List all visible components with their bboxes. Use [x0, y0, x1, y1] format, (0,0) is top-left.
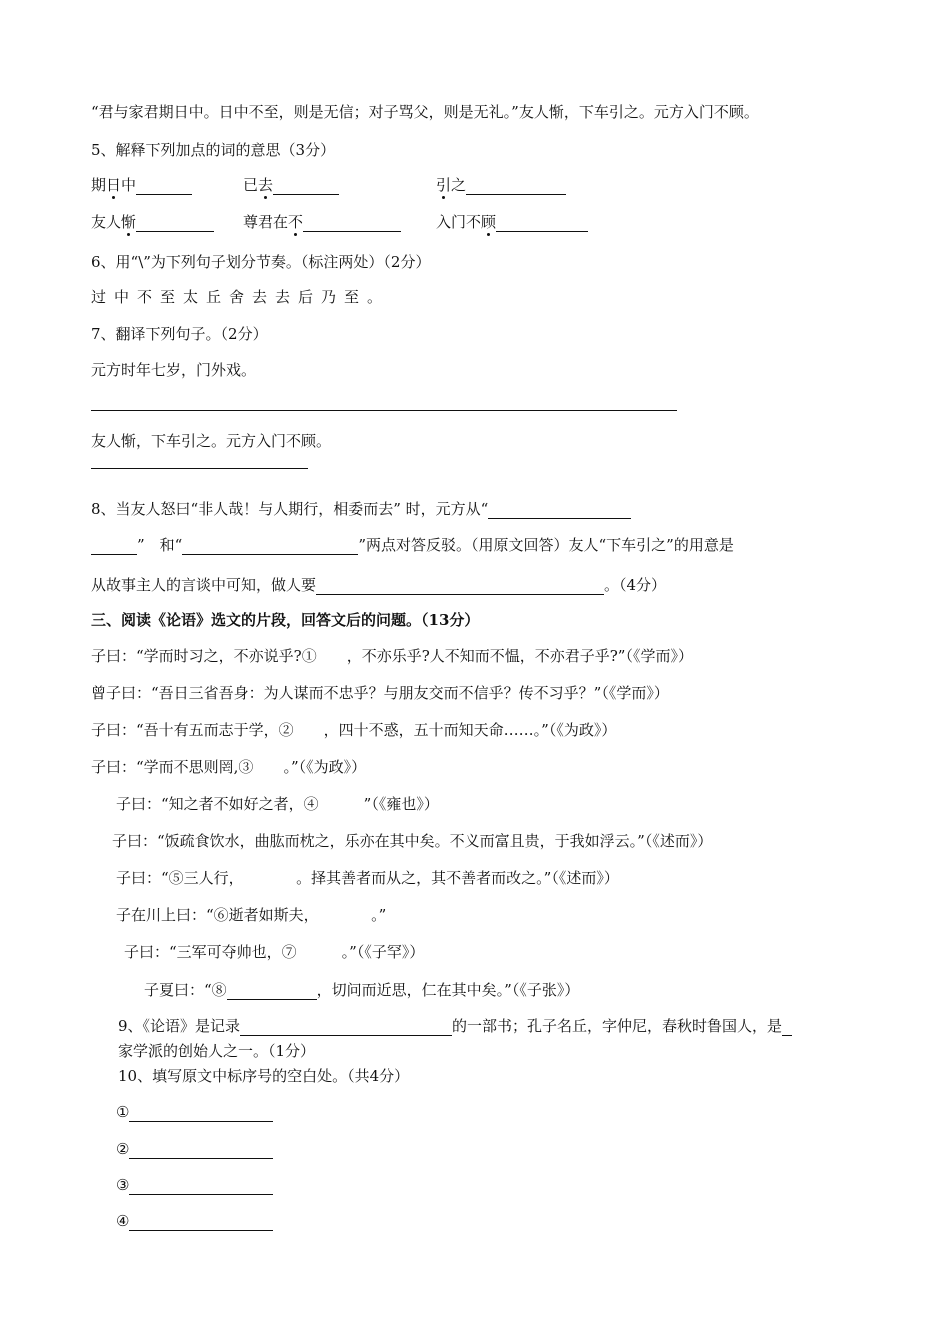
q10-blank-2	[116, 1139, 273, 1159]
q8-text: 。（4分）	[604, 576, 667, 594]
q5-item-4	[91, 212, 214, 232]
q8-text: 从故事主人的言谈中可知，做人要	[91, 576, 317, 594]
lunyu-line: 子曰：“学而时习之，不亦说乎?① ，不亦乐乎?人不知而不愠，不亦君子乎?”（《学而》）	[91, 647, 693, 665]
q10-mark: ③	[116, 1176, 130, 1194]
lunyu-line: 子曰：“⑤三人行， 。择其善者而从之，其不善者而改之。”（《述而》）	[116, 869, 619, 887]
q5-item-1	[91, 175, 192, 195]
answer-blank[interactable]	[466, 178, 566, 195]
q5-stem: 5、解释下列加点的词的意思（3分）	[91, 141, 336, 159]
q8-line-3	[91, 575, 666, 595]
q8-text: ”两点对答反驳。（用原文回答）友人“下车引之”的用意是	[358, 536, 734, 554]
q5-item-2	[243, 175, 339, 195]
q5-term: 引之	[436, 176, 467, 194]
lunyu-text: ，切问而近思，仁在其中矣。”（《子张》）	[316, 981, 580, 999]
q8-line-2	[91, 535, 734, 555]
lunyu-text: 子夏曰：“⑧	[144, 981, 227, 999]
answer-blank[interactable]	[496, 215, 588, 232]
q7-answer-line-1[interactable]	[91, 410, 677, 411]
answer-blank[interactable]	[136, 178, 192, 195]
q5-term: 期日中	[91, 176, 137, 194]
answer-blank[interactable]	[316, 578, 604, 595]
q8-text: ” 和“	[137, 536, 183, 554]
q5-item-6	[436, 212, 588, 232]
q10-mark: ④	[116, 1212, 130, 1230]
answer-blank[interactable]	[129, 1142, 273, 1159]
q6-stem: 6、用“\”为下列句子划分节奏。（标注两处）（2分）	[91, 253, 431, 271]
lunyu-line: 曾子曰：“吾日三省吾身：为人谋而不忠乎？与朋友交而不信乎？传不习乎？”（《学而》）	[91, 684, 669, 702]
answer-blank[interactable]	[303, 215, 401, 232]
q10-mark: ②	[116, 1140, 130, 1158]
q5-term: 入门不顾	[436, 213, 497, 231]
q8-text: 8、当友人怒曰“非人哉！与人期行，相委而去” 时，元方从“	[91, 500, 489, 518]
q9-line-2: 家学派的创始人之一。（1分）	[118, 1042, 316, 1060]
q10-mark: ①	[116, 1103, 130, 1121]
lunyu-line: 子曰：“饭疏食饮水，曲肱而枕之，乐亦在其中矣。不义而富且贵，于我如浮云。”（《述而》）	[112, 832, 713, 850]
q5-item-3	[436, 175, 566, 195]
answer-blank[interactable]	[91, 538, 137, 555]
q9-line-1	[118, 1016, 792, 1036]
q5-term: 已去	[243, 176, 274, 194]
answer-blank[interactable]	[488, 502, 631, 519]
q9-text: 的一部书；孔子名丘，字仲尼，春秋时鲁国人，是	[452, 1017, 783, 1035]
q10-blank-3	[116, 1175, 273, 1195]
q7-answer-line-2[interactable]	[91, 468, 308, 469]
lunyu-line: 子曰：“吾十有五而志于学，② ，四十不惑，五十而知天命……。”（《为政》）	[91, 721, 617, 739]
answer-blank[interactable]	[240, 1019, 452, 1036]
q10-stem: 10、填写原文中标序号的空白处。（共4分）	[118, 1067, 410, 1085]
q9-text: 9、《论语》是记录	[118, 1017, 241, 1035]
passage-tail: “君与家君期日中。日中不至，则是无信；对子骂父，则是无礼。”友人惭，下车引之。元方入门不顾。	[91, 103, 759, 121]
q10-blank-4	[116, 1211, 273, 1231]
answer-blank[interactable]	[129, 1214, 273, 1231]
lunyu-line: 子曰：“学而不思则罔,③ 。”（《为政》）	[91, 758, 367, 776]
answer-blank[interactable]	[129, 1105, 273, 1122]
answer-blank[interactable]	[136, 215, 214, 232]
answer-blank[interactable]	[273, 178, 339, 195]
q6-sentence: 过中不至太丘舍去去后乃至。	[91, 288, 391, 306]
answer-blank[interactable]	[182, 538, 358, 555]
lunyu-line: 子曰：“三军可夺帅也，⑦ 。”（《子罕》）	[124, 943, 425, 961]
q5-item-5	[243, 212, 401, 232]
lunyu-line-zixia	[144, 980, 579, 1000]
q7-sentence-2: 友人惭，下车引之。元方入门不顾。	[91, 432, 332, 450]
q10-blank-1	[116, 1102, 273, 1122]
lunyu-line: 子在川上曰：“⑥逝者如斯夫， 。”	[116, 906, 387, 924]
q7-sentence-1: 元方时年七岁，门外戏。	[91, 361, 257, 379]
answer-blank[interactable]	[782, 1019, 792, 1036]
q8-line-1	[91, 499, 631, 519]
q5-term: 友人惭	[91, 213, 137, 231]
lunyu-line: 子曰：“知之者不如好之者，④ ”（《雍也》）	[116, 795, 439, 813]
answer-blank[interactable]	[129, 1178, 273, 1195]
section-3-heading: 三、阅读《论语》选文的片段，回答文后的问题。（13分）	[91, 611, 480, 629]
answer-blank[interactable]	[227, 983, 317, 1000]
q7-stem: 7、翻译下列句子。（2分）	[91, 325, 268, 343]
q5-term: 尊君在不	[243, 213, 304, 231]
